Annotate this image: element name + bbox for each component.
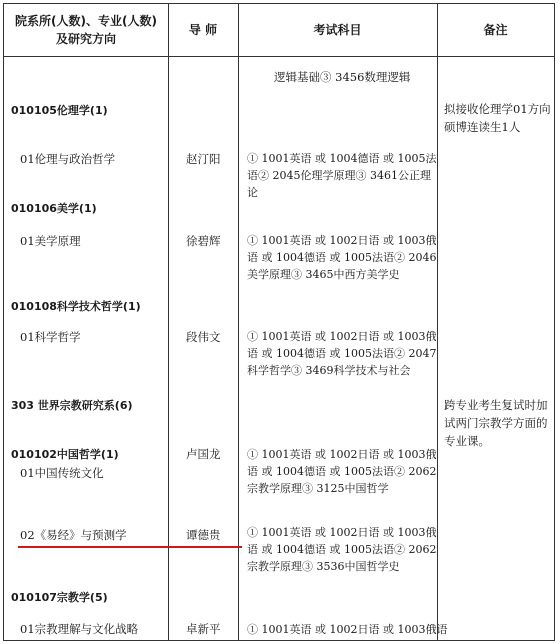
direction-label: 01中国传统文化 [20,466,104,480]
exam-subjects: ① 1001英语 或 1002日语 或 1003俄语 或 1004德语 或 1005法语② 2062宗教学原理③ 3125中国哲学 [247,448,437,495]
advisor-name: 赵汀阳 [186,152,221,166]
exam-subjects: ① 1001英语 或 1002日语 或 1003俄语 或 1004德语 或 1005法语② 2062宗教学原理③ 3536中国哲学史 [247,526,437,573]
header-divider [4,56,554,57]
column-divider [168,4,169,640]
column-divider [238,4,239,640]
exam-subjects: ① 1001英语 或 1004德语 或 1005法语② 2045伦理学原理③ 3461公正理论 [247,152,437,199]
advisor-name: 徐碧辉 [186,234,221,248]
advisor-name: 卢国龙 [186,447,221,461]
exam-subjects: ① 1001英语 或 1002日语 或 1003俄语 或 1004德语 或 1005法语② 2046美学原理③ 3465中西方美学史 [247,234,437,281]
major-heading: 010108科学技术哲学(1) [11,300,141,313]
direction-label: 01伦理与政治哲学 [20,152,116,166]
major-heading: 010102中国哲学(1) [11,448,119,461]
exam-subjects: ① 1001英语 或 1002日语 或 1003俄语 或 1004德语 或 1005法语② 2047科学哲学③ 3469科学技术与社会 [247,330,437,377]
major-heading: 010107宗教学(5) [11,591,108,604]
note-cell: 跨专业考生复试时加试两门宗教学方面的专业课。 [444,398,548,448]
header-advisor: 导 师 [188,23,218,37]
department-heading: 303 世界宗教研究系(6) [11,399,133,412]
major-heading: 010105伦理学(1) [11,104,108,117]
direction-label: 02《易经》与预测学 [20,528,127,542]
direction-label: 01美学原理 [20,234,81,248]
header-exam: 考试科目 [313,23,362,37]
note-cell: 拟接收伦理学01方向硕博连读生1人 [444,102,551,134]
advisor-name: 段伟文 [186,330,221,344]
red-underline [18,546,242,548]
advisor-name: 卓新平 [186,622,221,636]
major-heading: 010106美学(1) [11,202,97,215]
direction-label: 01科学哲学 [20,330,81,344]
advisor-name: 谭德贵 [186,528,221,542]
header-note: 备注 [483,23,508,37]
header-dept: 院系所(人数)、专业(人数)及研究方向 [15,14,157,46]
exam-continuation: 逻辑基础③ 3456数理逻辑 [274,70,411,84]
direction-label: 01宗教理解与文化战略 [20,622,139,636]
exam-subjects: ① 1001英语 或 1002日语 或 1003俄语 [247,623,448,636]
admissions-table [3,3,555,641]
